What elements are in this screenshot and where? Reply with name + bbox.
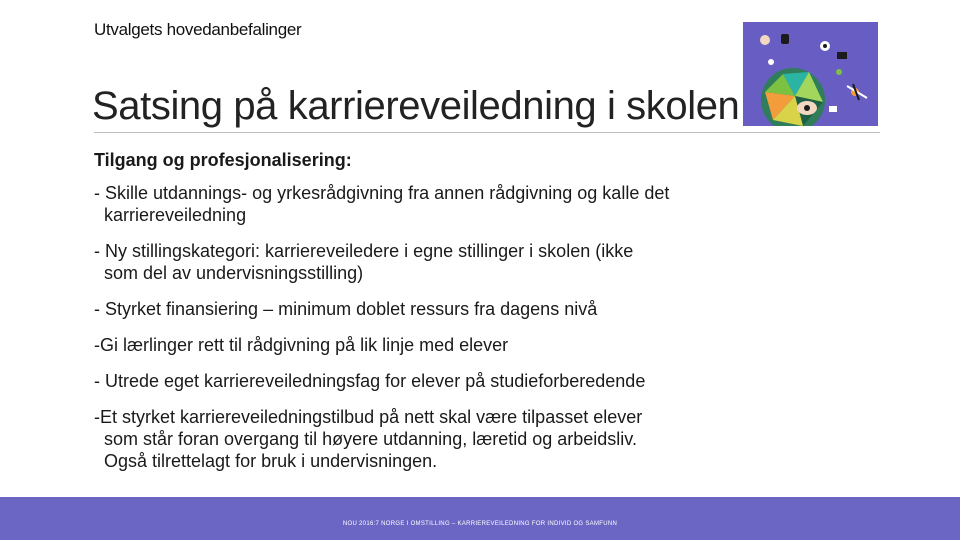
list-item-text: - Ny stillingskategori: karriereveiledere i egne stillinger i skolen (ikke [94, 241, 634, 261]
list-item-text: karriereveiledning [104, 205, 247, 225]
list-item [94, 406, 854, 472]
list-item-text: -Et styrket karriereveiledningstilbud på nett skal være tilpasset elever [94, 407, 643, 427]
list-item [94, 334, 854, 356]
section-subheading: Tilgang og profesjonalisering: [94, 150, 352, 170]
slide-body [94, 150, 854, 472]
report-cover-illustration-icon [743, 22, 878, 126]
list-item [94, 182, 854, 226]
slide-title: Satsing på karriereveiledning i skolen [92, 84, 740, 128]
footer-citation: NOU 2016:7 NORGE I OMSTILLING – KARRIEREVEILEDNING FOR INDIVID OG SAMFUNN [342, 521, 618, 527]
footer-band [0, 497, 960, 540]
slide-supertitle: Utvalgets hovedanbefalinger [94, 20, 302, 39]
list-item-text: - Styrket finansiering – minimum doblet ressurs fra dagens nivå [94, 299, 598, 319]
list-item [94, 370, 854, 392]
list-item [94, 298, 854, 320]
list-item-text: -Gi lærlinger rett til rådgivning på lik linje med elever [94, 335, 509, 355]
list-item-text: Også tilrettelagt for bruk i undervisningen. [104, 451, 438, 471]
list-item-text: som står foran overgang til høyere utdanning, læretid og arbeidsliv. [104, 429, 637, 449]
list-item [94, 240, 854, 284]
title-divider [94, 132, 880, 133]
list-item-text: som del av undervisningsstilling) [104, 263, 364, 283]
list-item-text: - Skille utdannings- og yrkesrådgivning fra annen rådgivning og kalle det [94, 183, 670, 203]
list-item-text: - Utrede eget karriereveiledningsfag for elever på studieforberedende [94, 371, 646, 391]
report-cover-thumbnail [743, 22, 878, 126]
